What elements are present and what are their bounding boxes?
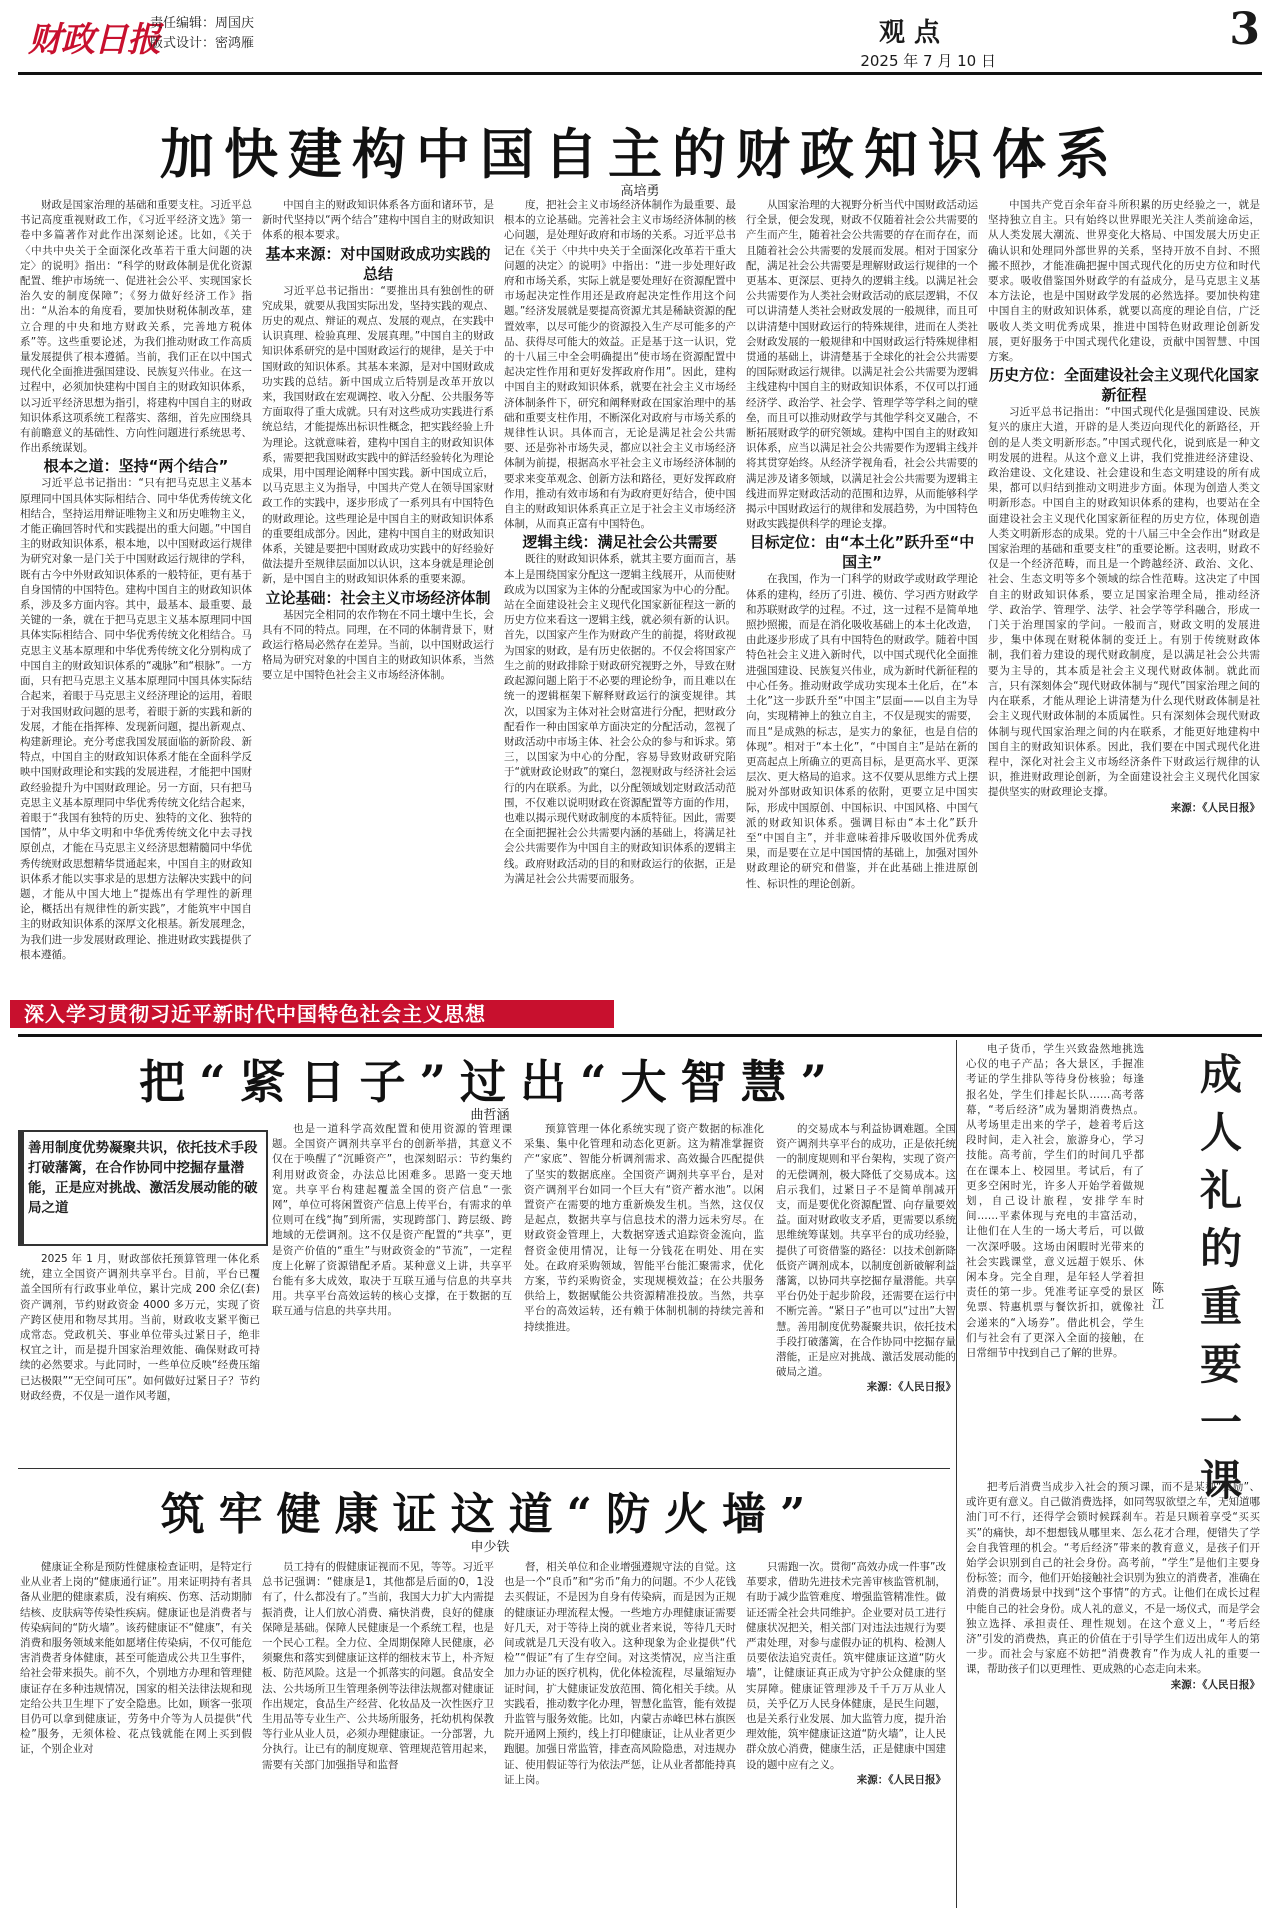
article4-para: 把考后消费当成步入社会的预习课，而不是某种“奖励”、或许更有意义。自己做消费选择，如同驾驭欲望之车，无知道哪油门可不行，还得学会锁时候踩刹车。若是只顾着享受“买买买”的痛快，却不想想钱从哪里来、怎么花才合理，便错失了学会自我管理的机会。“考后经济”带来的教育意义，是孩子们开始学会识别到自己的社会身份。高考前，“学生”是他们主要身份标签；而今，他们开始接触社会识别为独立的消费者，准确在消费的消费场景中找到“这个事情”的方式。让他们在成长过程中能自己的社会身份。成人礼的意义，不是一场仪式，而是学会独立选择、承担责任、理性规划。在这个意义上，“考后经济”引发的消费热，真正的价值在于引导学生们迈出成年人的第一步。而社会与家庭不妨把“消费教育”作为成人礼的重要一课，帮助孩子们以更理性、更成熟的心态走向未来。 (966, 1481, 1260, 1676)
article2-title: 把“紧日子”过出“大智慧” (139, 1055, 841, 1109)
article-divider (18, 1468, 950, 1469)
article1-subhead-6: 历史方位：全面建设社会主义现代化国家新征程 (988, 366, 1259, 405)
article2-para: 的交易成本与利益协调难题。全国资产调剂共享平台的成功，正是依托统一的制度规则和平台架构，实现了资产的无偿调剂，极大降低了交易成本。这启示我们，过紧日子不是简单削减开支，而是要优化资源配置、向存量要效益。面对财政收支矛盾，更需要以系统思维统筹谋划。共享平台的成功经验，提供了可资借鉴的路径：以技术创新降低资产调剂成本，以制度创新破解利益藩篱，以协同共享挖掘存量潜能。共享平台仍处于起步阶段，还需要在运行中不断完善。“紧日子”也可以“过出”大智慧。善用制度优势凝聚共识，依托技术手段打破藩篱，在合作协同中挖掘存量潜能，正是应对挑战、激活发展动能的破局之道。 (776, 1123, 956, 1379)
article1-para: 中国自主的财政知识体系各方面和诸环节，是新时代坚持以“两个结合”建构中国自主的财政知识体系的根本要求。 (262, 199, 494, 242)
article1-para: 度，把社会主义市场经济体制作为最重要、最根本的立论基础。完善社会主义市场经济体制的核心问题，是处理好政府和市场的关系。习近平总书记在《关于〈中共中央关于全面深化改革若干重大问题的决定〉的说明》中指出：“进一步处理好政府和市场关系，实际上就是要处理好在资源配置中市场起决定性作用还是政府起决定性作用这个问题。”经济发展就是要提高资源尤其是稀缺资源的配置效率，以尽可能少的资源投入生产尽可能多的产品、获得尽可能大的效益。正是基于这一认识，党的十八届三中全会明确提出“使市场在资源配置中起决定性作用和更好发挥政府作用”。因此，建构中国自主的财政知识体系，就要在社会主义市场经济体制条件下，研究和阐释财政在国家治理中的基础和重要支柱作用，不断深化对政府与市场关系的规律性认识。具体而言，无论是满足社会公共需要、还是弥补市场失灵，都应以社会主义市场经济体制为前提，根据高水平社会主义市场经济体制的要求来变革观念、创新方法和路径，更好发挥政府作用，推动有效市场和有为政府更好结合，使中国自主的财政知识体系真正立足于社会主义市场经济体制，从而真正富有中国特色。 (504, 199, 736, 531)
article3-para: 健康证全称是预防性健康检查证明，是特定行业从业者上岗的“健康通行证”。用来证明持有者具备从业肥的健康素质，没有痢疾、伤寒、活动期肺结核、皮肤病等传染性疾病。健康证也是消费者与传染病间的“防火墙”。该药健康证不“健康”，有关消费和服务领域来能如愿堵住传染病，不仅可能危害消费者身体健康，甚至可能造成公共卫生事件，给社会带来损失。前不久，个别地方办理和管理健康证存在多种违规情况，国家的相关法律法规和现定给公共卫生埋下了安全隐患。比如，顾客一张项目仍可以拿到健康证，劳务中介等为人员提供“代检”服务，无须体检、花点钱就能在网上买到假证，个别企业对 (20, 1561, 252, 1756)
article1-subhead-4: 逻辑主线：满足社会公共需要 (522, 533, 718, 552)
article2-column-4 (776, 1122, 956, 1462)
article3-title: 筑牢健康证这道“防火墙” (160, 1489, 820, 1540)
article2-author: 曲哲涵 (470, 1108, 510, 1123)
page-date: 2025 年 7 月 10 日 (860, 52, 996, 70)
article1-column-3 (504, 198, 736, 998)
column-divider (956, 1040, 957, 1908)
article1-column-4 (746, 198, 978, 998)
page-number: 3 (1229, 4, 1260, 55)
article1-source: 来源：《人民日报》 (1170, 801, 1260, 814)
article1-column-5 (988, 198, 1260, 998)
article1-author: 高培勇 (620, 184, 660, 199)
article1-para: 财政是国家治理的基础和重要支柱。习近平总书记高度重视财政工作，《习近平经济文选》第一卷中多篇著作对此作出深刻论述。比如，《关于〈中共中央关于全面深化改革若干重大问题的决定〉的说明》指出：“科学的财政体制是优化资源配置、维护市场统一、促进社会公平、实现国家长治久安的制度保障”；《努力做好经济工作》指出：“从治本的角度看，要加快财税体制改革，建立合理的中央和地方财政关系，完善地方税体系”等。这些重要论述，为我们推动财政工作高质量发展提供了根本遵循。当前，我们正在以中国式现代化全面推进强国建设、民族复兴伟业。在这一过程中，必须加快建构中国自主的财政知识体系，以习近平经济思想为指引，将建构中国自主的财政知识体系这项系统工程落实、落细，首先应围绕具有前瞻意义的基础性、方向性问题进行系统思考、作出系统谋划。 (20, 199, 252, 455)
article1-para: 习近平总书记指出：“中国式现代化是强国建设、民族复兴的康庄大道，开辟的是人类迈向现代化的新路径，开创的是人类文明新形态。”中国式现代化，说到底是一种文明发展的进程。从这个意义上讲，我们党推进经济建设、政治建设、文化建设、社会建设和生态文明建设的所有成果，都可以归结到推动文明进步方面。体现为创造人类文明新形态。中国自主的财政知识体系的建构，也要站在全面建设社会主义现代化国家新征程的历史方位，体现创造人类文明新形态的成果。党的十八届三中全会作出“财政是国家治理的基础和重要支柱”的重要论断。这表明，财政不仅是一个经济范畴，而且是一个跨越经济、政治、文化、社会、生态文明等多个领域的综合性范畴。这决定了中国自主的财政知识体系，要立足国家治理全局，推动经济学、政治学、管理学、法学、社会学等学科融合，形成一门关于治理国家的学问。一般而言，财政文明的发展进步，集中体现在财税体制的变迁上。有别于传统财政体制，我们着力建设的现代财政制度，是以满足社会公共需要为主导的，其本质是社会主义现代财政体制。就此而言，只有深刻体会“现代财政体制与“现代”国家治理之间的内在联系，才能从理论上讲清楚为什么现代财政体制是社会主义现代财政体制的本质属性。只有深刻体会现代财政体制与现代国家治理之间的内在联系，才能更好地建构中国自主的财政知识体系。因此，我们要在中国式现代化进程中，深化对社会主义市场经济条件下财政运行规律的认识，推进财政理论创新，为全面建设社会主义现代化国家提供坚实的财政理论支撑。 (988, 406, 1260, 799)
article4-title: 成人礼的重要一课 (1199, 1050, 1242, 1505)
article4-para: 电子货币，学生兴致盎然地挑选心仪的电子产品；各大景区，手握准考证的学生排队等待身份核验；每逢报名处，学生们排起长队……高考落幕，“考后经济”成为暑期消费热点。从考场里走出来的学子，趁着考后这段时间，走入社会，旅游身心，学习技能。高考前，学生们的时间几乎都在在课本上、校园里。考试后，有了更多空闲时光，许多人开始学着做规划，自己设计旅程，安排学车时间……平素体现与充电的丰富活动，让他们在人生的一场大考后，可以做一次深呼吸。这场由闲暇时光带来的社会实践课堂，意义远超于娱乐、休闲本身。完全自理，是年轻人学着担责任的第一步。凭准考证享受的景区免票、特惠机票与餐饮折扣，就像社会递来的“入场券”。借此机会，学生们与社会有了更深入全面的接触，在日常细节中找到自己了解的世界。 (966, 1043, 1144, 1360)
article3-para: 只需跑一次。贯彻“高效办成一件事”改革要求，借助先进技术完善审核监管机制，有助于减少监管难度、增强监管精准性。做证还需全社会共同维护。企业要对员工进行健康状况把关，相关部门对违法违规行为要严肃处理，对参与虚假办证的机构、检测人员要依法追究责任。筑牢健康证这道“防火墙”，让健康证真正成为守护公众健康的坚实屏障。健康证管理涉及千千万万从业人员，关乎亿万人民身体健康，是民生问题，也是关系行业发展、加大监管力度，提升治理效能，筑牢健康证这道“防火墙”，让人民群众放心消费，健康生活，正是健康中国建设的题中应有之义。 (746, 1561, 946, 1771)
article1-para: 从国家治理的大视野分析当代中国财政活动运行全景，便会发现，财政不仅随着社会公共需要的产生而产生，随着社会公共需要的存在而存在，而且随着社会公共需要的发展而发展。相对于国家分配，满足社会公共需要是理解财政运行规律的一个更基本、更深层、更持久的逻辑主线。以满足社会公共需要作为人类社会财政活动的底层逻辑，不仅可以讲清楚人类社会财政发展的一般规律，而且可以讲清楚中国财政运行的特殊规律，进而在人类社会财政发展的一般规律和中国财政运行特殊规律相贯通的基础上，讲清楚基于全球化的社会公共需要的国际财政运行规律。以满足社会公共需要为逻辑主线建构中国自主的财政知识体系，不仅可以打通经济学、政治学、社会学、管理学等学科之间的壁垒，而且可以推动财政学与其他学科交叉融合，不断拓展财政学的研究领域。建构中国自主的财政知识体系，应当以满足社会公共需要作为逻辑主线并将其贯穿始终。从经济学视角看，社会公共需要的满足涉及诸多领域，以满足社会公共需要为逻辑主线进而界定财政活动的范围和边界，从而能够科学揭示中国财政运行的规律和发展趋势，为中国特色财政实践提供科学的理论支撑。 (746, 199, 978, 531)
article3-para: 督，相关单位和企业增强遵规守法的自觉。这也是一个“良币”和“劣币”角力的问题。不少人花钱去买假证，不是因为自身有传染病，而是因为正规的健康证办理流程太慢。一些地方办理健康证需要好几天，对于等待上岗的就业者来说，等待几天时间或就是几天没有收入。这种现象为企业提供“代检”“假证”有了生存空间。对这类情况，应当注重加力办证的医疗机构，优化体检流程，尽量缩短办证时间，扩大健康证发放范围、简化相关手续。从实践看，推动数字化办理，智慧化监管，能有效提升监管与服务效能。比如，内蒙古赤峰巴林右旗医院开通网上预约，线上打印健康证，让从业者更少跑腿。加强日常监管，排查高风险隐患，对违规办证、使用假证等行为依法严惩，让从业者都能持真证上岗。 (504, 1561, 736, 1786)
article4-column-1 (966, 1042, 1144, 1472)
masthead-rule (18, 72, 1262, 75)
article1-subhead-2: 基本来源：对中国财政成功实践的总结 (265, 244, 491, 283)
article3-column-2 (262, 1560, 494, 1905)
article4-source: 来源：《人民日报》 (1170, 1678, 1260, 1691)
article1-para: 习近平总书记指出：“要推出具有独创性的研究成果，就要从我国实际出发，坚持实践的观点、历史的观点、辩证的观点、发展的观点，在实践中认识真理、检验真理、发展真理。”中国自主的财政知识体系研究的是中国财政运行的规律，是关于中国财政的知识体系。其基本来源，是对中国财政成功实践的总结。新中国成立后特别是改革开放以来，我国财政在宏观调控、收入分配、公共服务等方面取得了重大成就。只有对这些成功实践进行系统总结，才能提炼出标识性概念，把实践经验上升为理论。这就意味着，建构中国自主的财政知识体系，需要把我国财政实践中的鲜活经验转化为理论成果，用中国理论阐释中国实践。新中国成立后，以马克思主义为指导，中国共产党人在领导国家财政工作的实践中，逐步形成了一系列具有中国特色的财政理论。这些理论是中国自主的财政知识体系的重要组成部分。因此，建构中国自主的财政知识体系，关键是要把中国财政成功实践中的好经验好做法提升至规律层面加以认识，这本身就是理论创新，是中国自主的财政知识体系的重要来源。 (262, 284, 494, 586)
section-name: 观 点 (878, 18, 940, 48)
article2-para: 2025 年 1 月，财政部依托预算管理一体化系统，建立全国资产调剂共享平台。目前，平台已覆盖全国所有行政事业单位，累计完成 200 余亿(套)资产调剂，节约财政资金 4000 多万元，实现了资产跨区使用和物尽其用。当前，财政收支紧平衡已成常态。党政机关、事业单位带头过紧日子，绝非权宜之计，而是提升国家治理效能、确保财政可持续的必然要求。与此同时，一些单位反映“经费压缩已达极限”“无空间可压”。如何做好过紧日子？节约财政经费，不仅是一道作风考题， (20, 1253, 260, 1402)
article1-para: 既往的财政知识体系，就其主要方面而言，基本上是围绕国家分配这一逻辑主线展开，从而使财政成为以国家为主体的分配或国家为中心的分配。站在全面建设社会主义现代化国家新征程这一新的历史方位来看这一逻辑主线，就必须有新的认识。首先，以国家产生作为财政产生的前提，将财政视为国家的财政，是有历史依据的。不仅会将国家产生之前的财政排除于财政研究视野之外，导致在财政起源问题上陷于不必要的理论纷争，而且难以在统一的逻辑框架下解释财政运行的演变规律。其次，以国家为主体对社会财富进行分配，把财政分配看作一种由国家单方面决定的分配活动，忽视了财政活动中市场主体、社会公众的参与和诉求。第三，以国家为中心的分配，容易导致财政研究陷于“就财政论财政”的窠臼，忽视财政与经济社会运行的内在联系。为此，以分配领域划定财政活动范围，不仅难以说明财政在资源配置等方面的作用，也难以揭示现代财政制度的本质特征。因此，需要在全面把握社会公共需要内涵的基础上，将满足社会公共需要作为中国自主的财政知识体系的逻辑主线。政府财政活动的目的和财政运行的依据，正是为满足社会公共需要而服务。 (504, 553, 736, 885)
article3-source: 来源：《人民日报》 (856, 1773, 946, 1786)
article4-author: 陈江 (1152, 1281, 1165, 1311)
article1-title: 加快建构中国自主的财政知识体系 (160, 122, 1120, 186)
article2-para: 预算管理一体化系统实现了资产数据的标准化采集、集中化管理和动态化更新。这为精准掌握资产“家底”、智能分析调剂需求、高效撮合匹配提供了坚实的数据底座。全国资产调剂共享平台，是对资产调剂平台如同一个巨大有“资产蓄水池”。以闲置资产在需要的地方重新焕发生机。当然，这仅仅是起点，数据共享与信息技术的潜力远未穷尽。在财政资金管理上，大数据穿透式追踪资金流向，监督资金使用情况，让每一分钱花在明处、用在实处。在政府采购领域，智能平台能汇聚需求，优化方案，节约采购资金，实现规模效益；在公共服务供给上，数据赋能公共资源精准投放。当然，共享平台的高效运转，还有赖于体制机制的持续完善和持续推进。 (524, 1123, 764, 1333)
article1-subhead-1: 根本之道：坚持“两个结合” (43, 457, 229, 476)
article3-column-1 (20, 1560, 252, 1905)
article1-subhead-3: 立论基础：社会主义市场经济体制 (265, 588, 491, 607)
series-banner: 深入学习贯彻习近平新时代中国特色社会主义思想 (10, 1000, 614, 1028)
article2-column-1 (20, 1252, 260, 1462)
editor-info (150, 14, 254, 54)
article3-column-4 (746, 1560, 946, 1905)
article2-callout: 善用制度优势凝聚共识，依托技术手段打破藩篱，在合作协同中挖掘存量潜能，正是应对挑战、激活发展动能的破局之道 (18, 1130, 268, 1246)
article1-para: 中国共产党百余年奋斗所积累的历史经验之一，就是坚持独立自主。只有始终以世界眼光关注人类前途命运，从人类发展大潮流、世界变化大格局、中国发展大历史正确认识和处理同外部世界的关系，坚持开放不自封、不照搬不照抄，才能准确把握中国式现代化的历史方位和时代要求。吸收借鉴国外财政学的有益成分，是马克思主义基本方法论，也是中国财政学发展的必然选择。要加快构建中国自主的财政知识体系，就要以高度的理论自信，广泛吸收人类文明优秀成果，推进中国特色财政理论创新发展，更好服务于中国式现代化建设，贡献中国智慧、中国方案。 (988, 199, 1260, 364)
article2-column-2 (272, 1122, 512, 1462)
article2-column-3 (524, 1122, 764, 1462)
article3-author: 申少铁 (470, 1540, 510, 1555)
article1-para: 基因完全相同的农作物在不同土壤中生长，会具有不同的特点。同理，在不同的体制背景下，财政运行格局必然存在差异。当前，以中国财政运行格局为研究对象的中国自主的财政知识体系，当然要立足中国特色社会主义市场经济体制。 (262, 608, 494, 682)
article4-column-2 (966, 1480, 1260, 1905)
article2-source: 来源：《人民日报》 (866, 1381, 956, 1394)
newspaper-logo: 财政日报 (28, 20, 160, 60)
section-rule (18, 1034, 1262, 1037)
article3-column-3 (504, 1560, 736, 1905)
editor-label: 责任编辑：周国庆 (150, 16, 255, 31)
article3-para: 员工持有的假健康证视而不见，等等。习近平总书记强调：“健康是1，其他都是后面的0，1没有了，什么都没有了。”当前，我国大力扩大内需提振消费，让人们放心消费、痛快消费，良好的健康保障是基础。保障人民健康是一个系统工程，也是一个民心工程。全力位、全周期保障人民健康，必须聚焦和落实到健康证这样的细枝末节上，朴齐短板、防范风险。这是一个抓落实的问题。食品安全法、公共场所卫生管理条例等法律法规都对健康证作出规定，食品生产经营、化妆品及一次性医疗卫生用品等专业生产、公共场所服务，托幼机构保教等行业从业人员，必须办理健康证。一分部署，九分执行。让已有的制度规章、管理规范管用起来，需要有关部门加强指导和监督 (262, 1561, 494, 1771)
article1-subhead-5: 目标定位：由“本土化”跃升至“中国主” (749, 533, 975, 572)
designer-label: 版式设计：密鸿雁 (150, 36, 255, 51)
article2-para: 也是一道科学高效配置和使用资源的管理课题。全国资产调剂共享平台的创新举措，其意义不仅在于唤醒了“沉睡资产”，也深刻昭示：节约集约利用财政资金，办法总比困难多。思路一变天地宽。共享平台构建起覆盖全国的资产信息“一张网”，单位可将闲置资产信息上传平台，有需求的单位则可在线“掏”到所需，实现跨部门、跨层级、跨地域的无偿调剂。这不仅是资产配置的“共享”，更是资产价值的“重生”与财政资金的“节流”，一定程度上化解了资源错配矛盾。某种意义上讲，共享平台能有多大成效，取决于互联互通与信息的共享共用。共享平台高效运转的核心支撑，在于数据的互联互通与信息的共享共用。 (272, 1123, 512, 1318)
article1-para: 习近平总书记指出：“只有把马克思主义基本原理同中国具体实际相结合、同中华优秀传统文化相结合，坚持运用辩证唯物主义和历史唯物主义，才能正确回答时代和实践提出的重大问题。”中国自主的财政知识体系，根本地，以中国财政运行规律为研究对象一是门关于中国财政运行规律的学科，既有古今中外财政知识体系的一般特征，更有基于自身国情的中国特色。建构中国自主的财政知识体系，涉及多方面内容。其中，最基本、最重要、最关键的一条，就在于把马克思主义基本原理同中国具体实际相结合、同中华优秀传统文化相结合。马克思主义基本原理和中华优秀传统文化分别构成了中国自主的财政知识体系的“魂脉”和“根脉”。一方面，只有把马克思主义基本原理同中国具体实际结合起来，着眼于马克思主义经济理论的运用，着眼于对我国财政问题的思考，着眼于新的实践和新的发展，才能在指挥棒、发现新问题，提出新观点、构建新理论。充分考虑我国发展面临的新阶段、新特点，中国自主的财政知识体系才能在全面科学反映中国财政理论和实践的发展进程，才能把中国财政经验提升为中国财政理论。另一方面，只有把马克思主义基本原理同中华优秀传统文化结合起来，着眼于“我国有独特的历史、独特的文化、独特的国情”，从中华文明和中华优秀传统文化中去寻找原创点，才能在马克思主义经济思想精髓同中华优秀传统财政思想精华贯通起来，中国自主的财政知识体系才能以实事求是的思想方法解决实践中的问题，才能从中国大地上“提炼出有学理性的新理论，概括出有规律性的新实践”，才能筑牢中国自主的财政知识体系的深厚文化根基。新发展理念，为我们进一步发展财政理论、推进财政实践提供了根本遵循。 (20, 477, 252, 961)
article1-column-2 (262, 198, 494, 998)
article1-para: 在我国，作为一门科学的财政学或财政学理论体系的建构，经历了引进、模仿、学习西方财政学和苏联财政学的过程。不过，这一过程不是简单地照抄照搬，而是在消化吸收基础上的本土化改造，由此逐步形成了具有中国特色的财政学。随着中国特色社会主义进入新时代，以中国式现代化全面推进强国建设、民族复兴伟业，成为新时代新征程的中心任务。推动财政学成功实现本土化后，在“本土化”这一步跃升至“中国主”层面——以自主为导向，实现精神上的独立自主，不仅是现实的需要，而且“是成熟的标志，是实力的象征，也是自信的体现”。相对于“本土化”，“中国自主”是站在新的更高起点上所确立的更高目标，是更高水平、更深层次、更大格局的追求。这不仅要从思维方式上摆脱对外部财政知识体系的依附，更要立足中国实际，形成中国原创、中国标识、中国风格、中国气派的财政知识体系。强调目标由“本土化”跃升至“中国自主”，并非意味着排斥吸收国外优秀成果，而是要在立足中国国情的基础上，加强对国外财政理论的研究和借鉴，并在此基础上推进原创性、标识性的理论创新。 (746, 573, 978, 890)
article1-column-1 (20, 198, 252, 968)
